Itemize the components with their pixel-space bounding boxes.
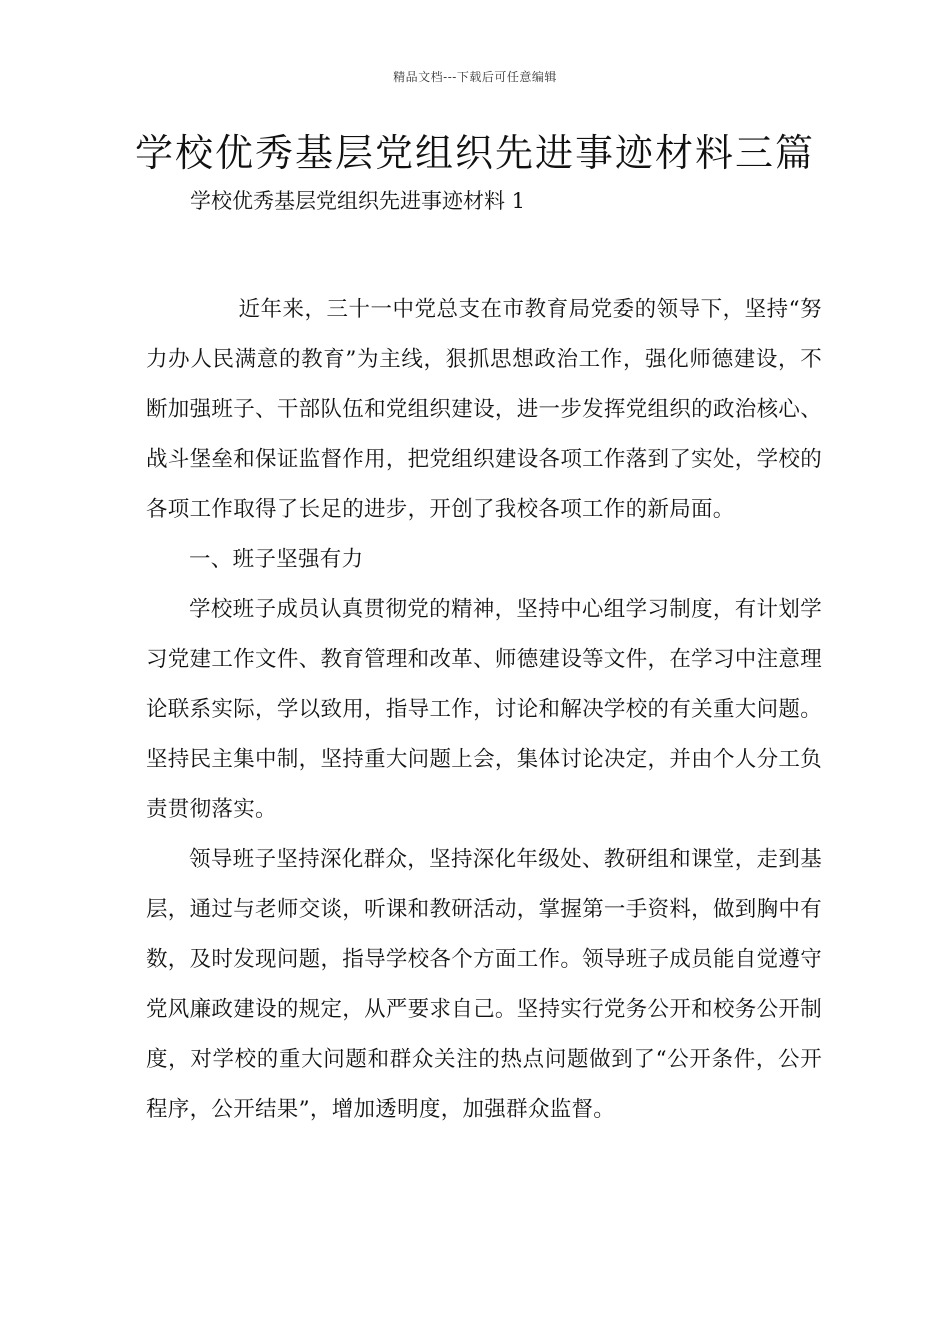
document-body [146, 285, 822, 1135]
section-heading: 一、班子坚强有力 [189, 547, 364, 572]
body-paragraph: 领导班子坚持深化群众，坚持深化年级处、教研组和课堂，走到基层，通过与老师交谈，听课和教研活动，掌握第一手资料，做到胸中有数，及时发现问题，指导学校各个方面工作。领导班子成员能自觉遵守党风廉政建设的规定，从严要求自己。坚持实行党务公开和校务公开制度，对学校的重大问题和群众关注的热点问题做到了“公开条件，公开程序，公开结果”，增加透明度，加强群众监督。 [146, 847, 822, 1122]
intro-paragraph: 近年来，三十一中党总支在市教育局党委的领导下，坚持“努力办人民满意的教育”为主线，狠抓思想政治工作，强化师德建设，不断加强班子、干部队伍和党组织建设，进一步发挥党组织的政治核心、战斗堡垒和保证监督作用，把党组织建设各项工作落到了实处，学校的各项工作取得了长足的进步，开创了我校各项工作的新局面。 [146, 297, 822, 522]
document-title: 学校优秀基层党组织先进事迹材料三篇 [134, 131, 815, 175]
header-note: 精品文档---下载后可任意编辑 [393, 70, 557, 84]
body-paragraph: 学校班子成员认真贯彻党的精神，坚持中心组学习制度，有计划学习党建工作文件、教育管理和改革、师德建设等文件，在学习中注意理论联系实际，学以致用，指导工作，讨论和解决学校的有关重大问题。坚持民主集中制，坚持重大问题上会，集体讨论决定，并由个人分工负责贯彻落实。 [146, 597, 822, 822]
document-subtitle: 学校优秀基层党组织先进事迹材料 1 [190, 189, 526, 213]
